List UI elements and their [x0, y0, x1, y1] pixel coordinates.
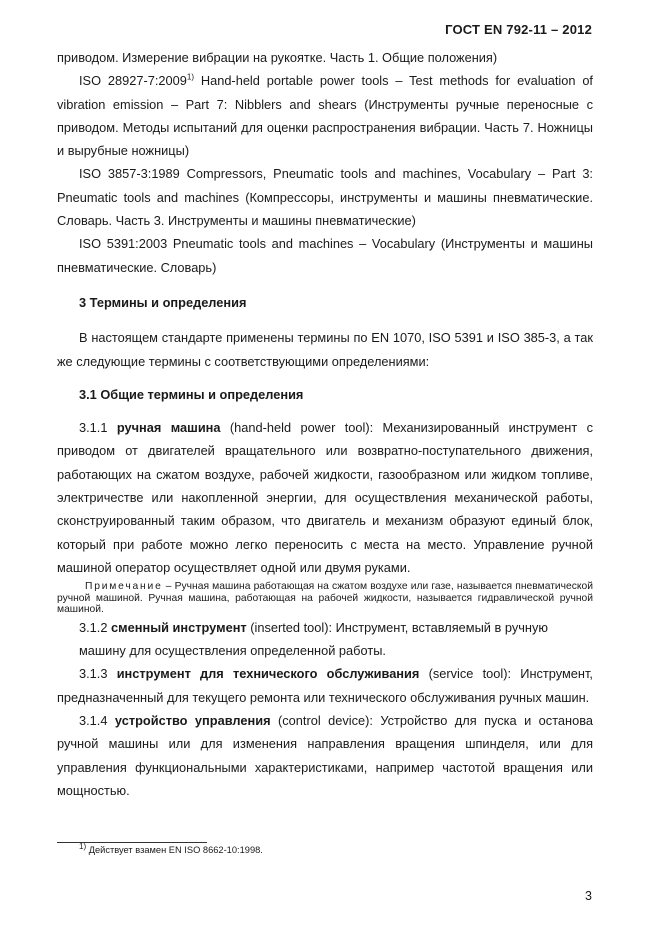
- term-name: устройство управления: [114, 712, 271, 728]
- term-name: сменный инструмент: [111, 619, 247, 635]
- term-3-1-3: [57, 662, 593, 709]
- footnote-mark: 1): [79, 841, 87, 851]
- term-number: 3.1.3: [79, 666, 117, 682]
- ref-code: ISO 28927-7:2009: [79, 73, 187, 89]
- ref-continuation: приводом. Измерение вибрации на рукоятке. Часть 1. Общие положения): [57, 50, 498, 65]
- ref-iso-3857: ISO 3857-3:1989 Compressors, Pneumatic tools and machines, Vocabulary – Part 3: Pneumatic tools and machines (Компрессоры, инструменты и машины пневматические. Словарь. Часть 3. Инструменты и машины пневматические): [57, 166, 593, 229]
- term-3-1-1: [57, 416, 593, 579]
- term-number: 3.1.2: [79, 619, 112, 635]
- term-number: 3.1.4: [79, 712, 115, 728]
- section-3-title: 3 Термины и определения: [79, 294, 247, 310]
- term-definition: (hand-held power tool): Механизированный инструмент с приводом от двигателей вращательного или возвратно-поступательного движения, работающих на сжатом воздухе, рабочей жидкости, газообразном или жидком топливе, электричестве или накопленной энергии, для осуществления механической работы, сконструированный таким образом, что двигатель и механизм образуют единый блок, который при работе можно легко переносить с места на место. Управление ручной машиной оператор осуществляет одной или двумя руками.: [57, 420, 593, 575]
- footnote: [79, 841, 263, 855]
- note-label: Примечание: [85, 581, 163, 593]
- section-3-intro: В настоящем стандарте применены термины по EN 1070, ISO 5391 и ISO 385-3, а так же следующие термины с соответствующими определениями:: [57, 330, 593, 369]
- ref-iso-28927: [57, 69, 593, 162]
- note-text: – Ручная машина работающая на сжатом воздухе или газе, называется пневматической ручной машиной. Ручная машина, работающая на рабочей жидкости, называется гидравлической ручной машиной.: [57, 581, 593, 616]
- term-name: инструмент для технического обслуживания: [116, 666, 420, 682]
- ref-iso-5391: ISO 5391:2003 Pneumatic tools and machines – Vocabulary (Инструменты и машины пневматические. Словарь): [57, 236, 593, 275]
- section-3-1-title: 3.1 Общие термины и определения: [79, 386, 304, 402]
- page-number: 3: [585, 889, 592, 903]
- term-definition: (service tool): Инструмент, предназначенный для текущего ремонта или технического обслуживания ручных машин.: [57, 666, 593, 705]
- footnote-text: Действует взамен EN ISO 8662-10:1998.: [86, 845, 263, 855]
- ref-text: Hand-held portable power tools – Test methods for evaluation of vibration emission – Part 7: Nibblers and shears (Инструменты ручные переносные с приводом. Методы испытаний для оценки распространения вибрации. Часть 7. Ножницы и вырубные ножницы): [57, 73, 593, 159]
- standard-header: ГОСТ EN 792-11 – 2012: [445, 22, 592, 37]
- note: [57, 581, 593, 616]
- term-definition: (inserted tool): Инструмент, вставляемый в ручную: [246, 619, 548, 635]
- term-3-1-2-continuation: машину для осуществления определенной работы.: [79, 643, 386, 659]
- footnote-marker: 1): [186, 73, 194, 83]
- term-definition: (control device): Устройство для пуска и останова ручной машины или для изменения направления вращения шпинделя, или для управления функциональными характеристиками, например частотой вращения или мощностью.: [57, 712, 593, 798]
- term-3-1-2: [57, 616, 593, 639]
- term-name: ручная машина: [116, 420, 221, 436]
- main-content: [57, 46, 593, 802]
- term-number: 3.1.1: [79, 420, 117, 436]
- term-3-1-4: [57, 709, 593, 802]
